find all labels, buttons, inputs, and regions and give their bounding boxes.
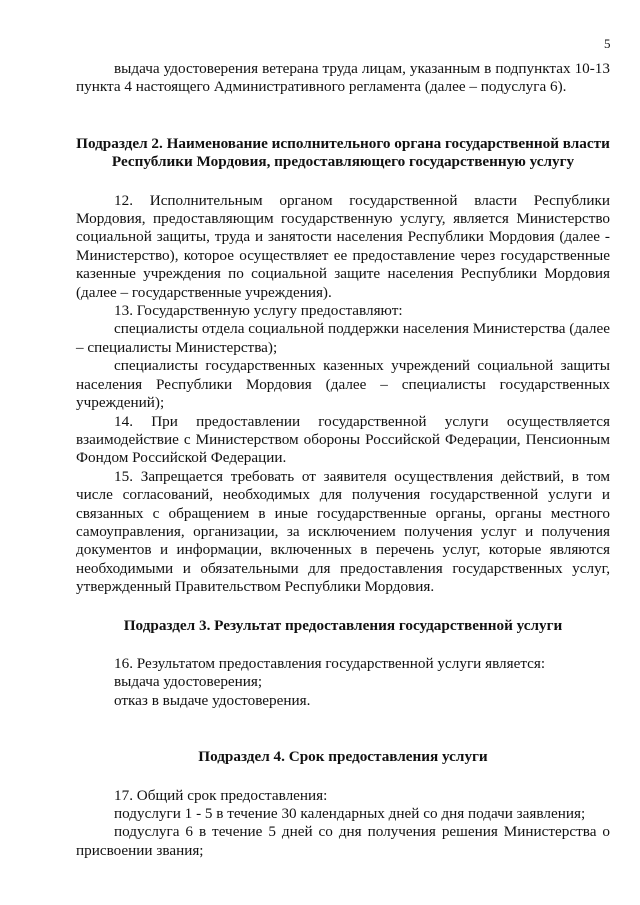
paragraph-13-item-institutions: специалисты государственных казенных учреждений социальной защиты населения Республики Мордовия (далее – специалисты государственных учреждений); xyxy=(76,357,610,412)
paragraph-16-item-refusal: отказ в выдаче удостоверения. xyxy=(114,691,311,709)
paragraph-15: 15. Запрещается требовать от заявителя осуществления действий, в том числе согласований, необходимых для получения государственной услуги и связанных с обращением в иные государственные органы, органы местного самоуправления, организации, за исключением получения услуг и получения документов и информации, включенных в перечень услуг, которые являются необходимыми и обязательными для предоставления государственных услуг, утвержденный Правительством Республики Мордовия. xyxy=(76,467,610,596)
section-3-heading: Подраздел 3. Результат предоставления государственной услуги xyxy=(123,616,563,634)
section-2-heading: Подраздел 2. Наименование исполнительного органа государственной власти Республики Мордовия, предоставляющего государственную услугу xyxy=(76,134,610,171)
paragraph-intro: выдача удостоверения ветерана труда лицам, указанным в подпунктах 10-13 пункта 4 настоящего Административного регламента (далее – подуслуга 6). xyxy=(76,60,610,96)
page-number: 5 xyxy=(604,36,611,51)
paragraph-17: 17. Общий срок предоставления: xyxy=(114,786,328,804)
paragraph-17-item-subservices-1-5: подуслуги 1 - 5 в течение 30 календарных дней со дня подачи заявления; xyxy=(114,805,586,822)
document-body xyxy=(76,60,610,860)
paragraph-17-item-subservice-6: подуслуга 6 в течение 5 дней со дня получения решения Министерства о присвоении звания; xyxy=(76,823,610,859)
section-4-heading: Подраздел 4. Срок предоставления услуги xyxy=(198,748,488,766)
paragraph-13: 13. Государственную услугу предоставляют: xyxy=(114,302,403,320)
paragraph-16: 16. Результатом предоставления государственной услуги является: xyxy=(114,654,546,672)
paragraph-14: 14. При предоставлении государственной услуги осуществляется взаимодействие с Министерством обороны Российской Федерации, Пенсионным Фондом Российской Федерации. xyxy=(76,412,610,467)
paragraph-16-item-issue: выдача удостоверения; xyxy=(114,673,263,691)
paragraph-12: 12. Исполнительным органом государственной власти Республики Мордовия, предоставляющим государственную услугу, является Министерство социальной защиты, труда и занятости населения Республики Мордовия (далее - Министерство), которое осуществляет ее предоставление через государственные казенные учреждения по социальной защите населения Республики Мордовия (далее – государственные учреждения). xyxy=(76,191,610,301)
paragraph-13-item-ministry: специалисты отдела социальной поддержки населения Министерства (далее – специалисты Министерства); xyxy=(76,320,610,356)
